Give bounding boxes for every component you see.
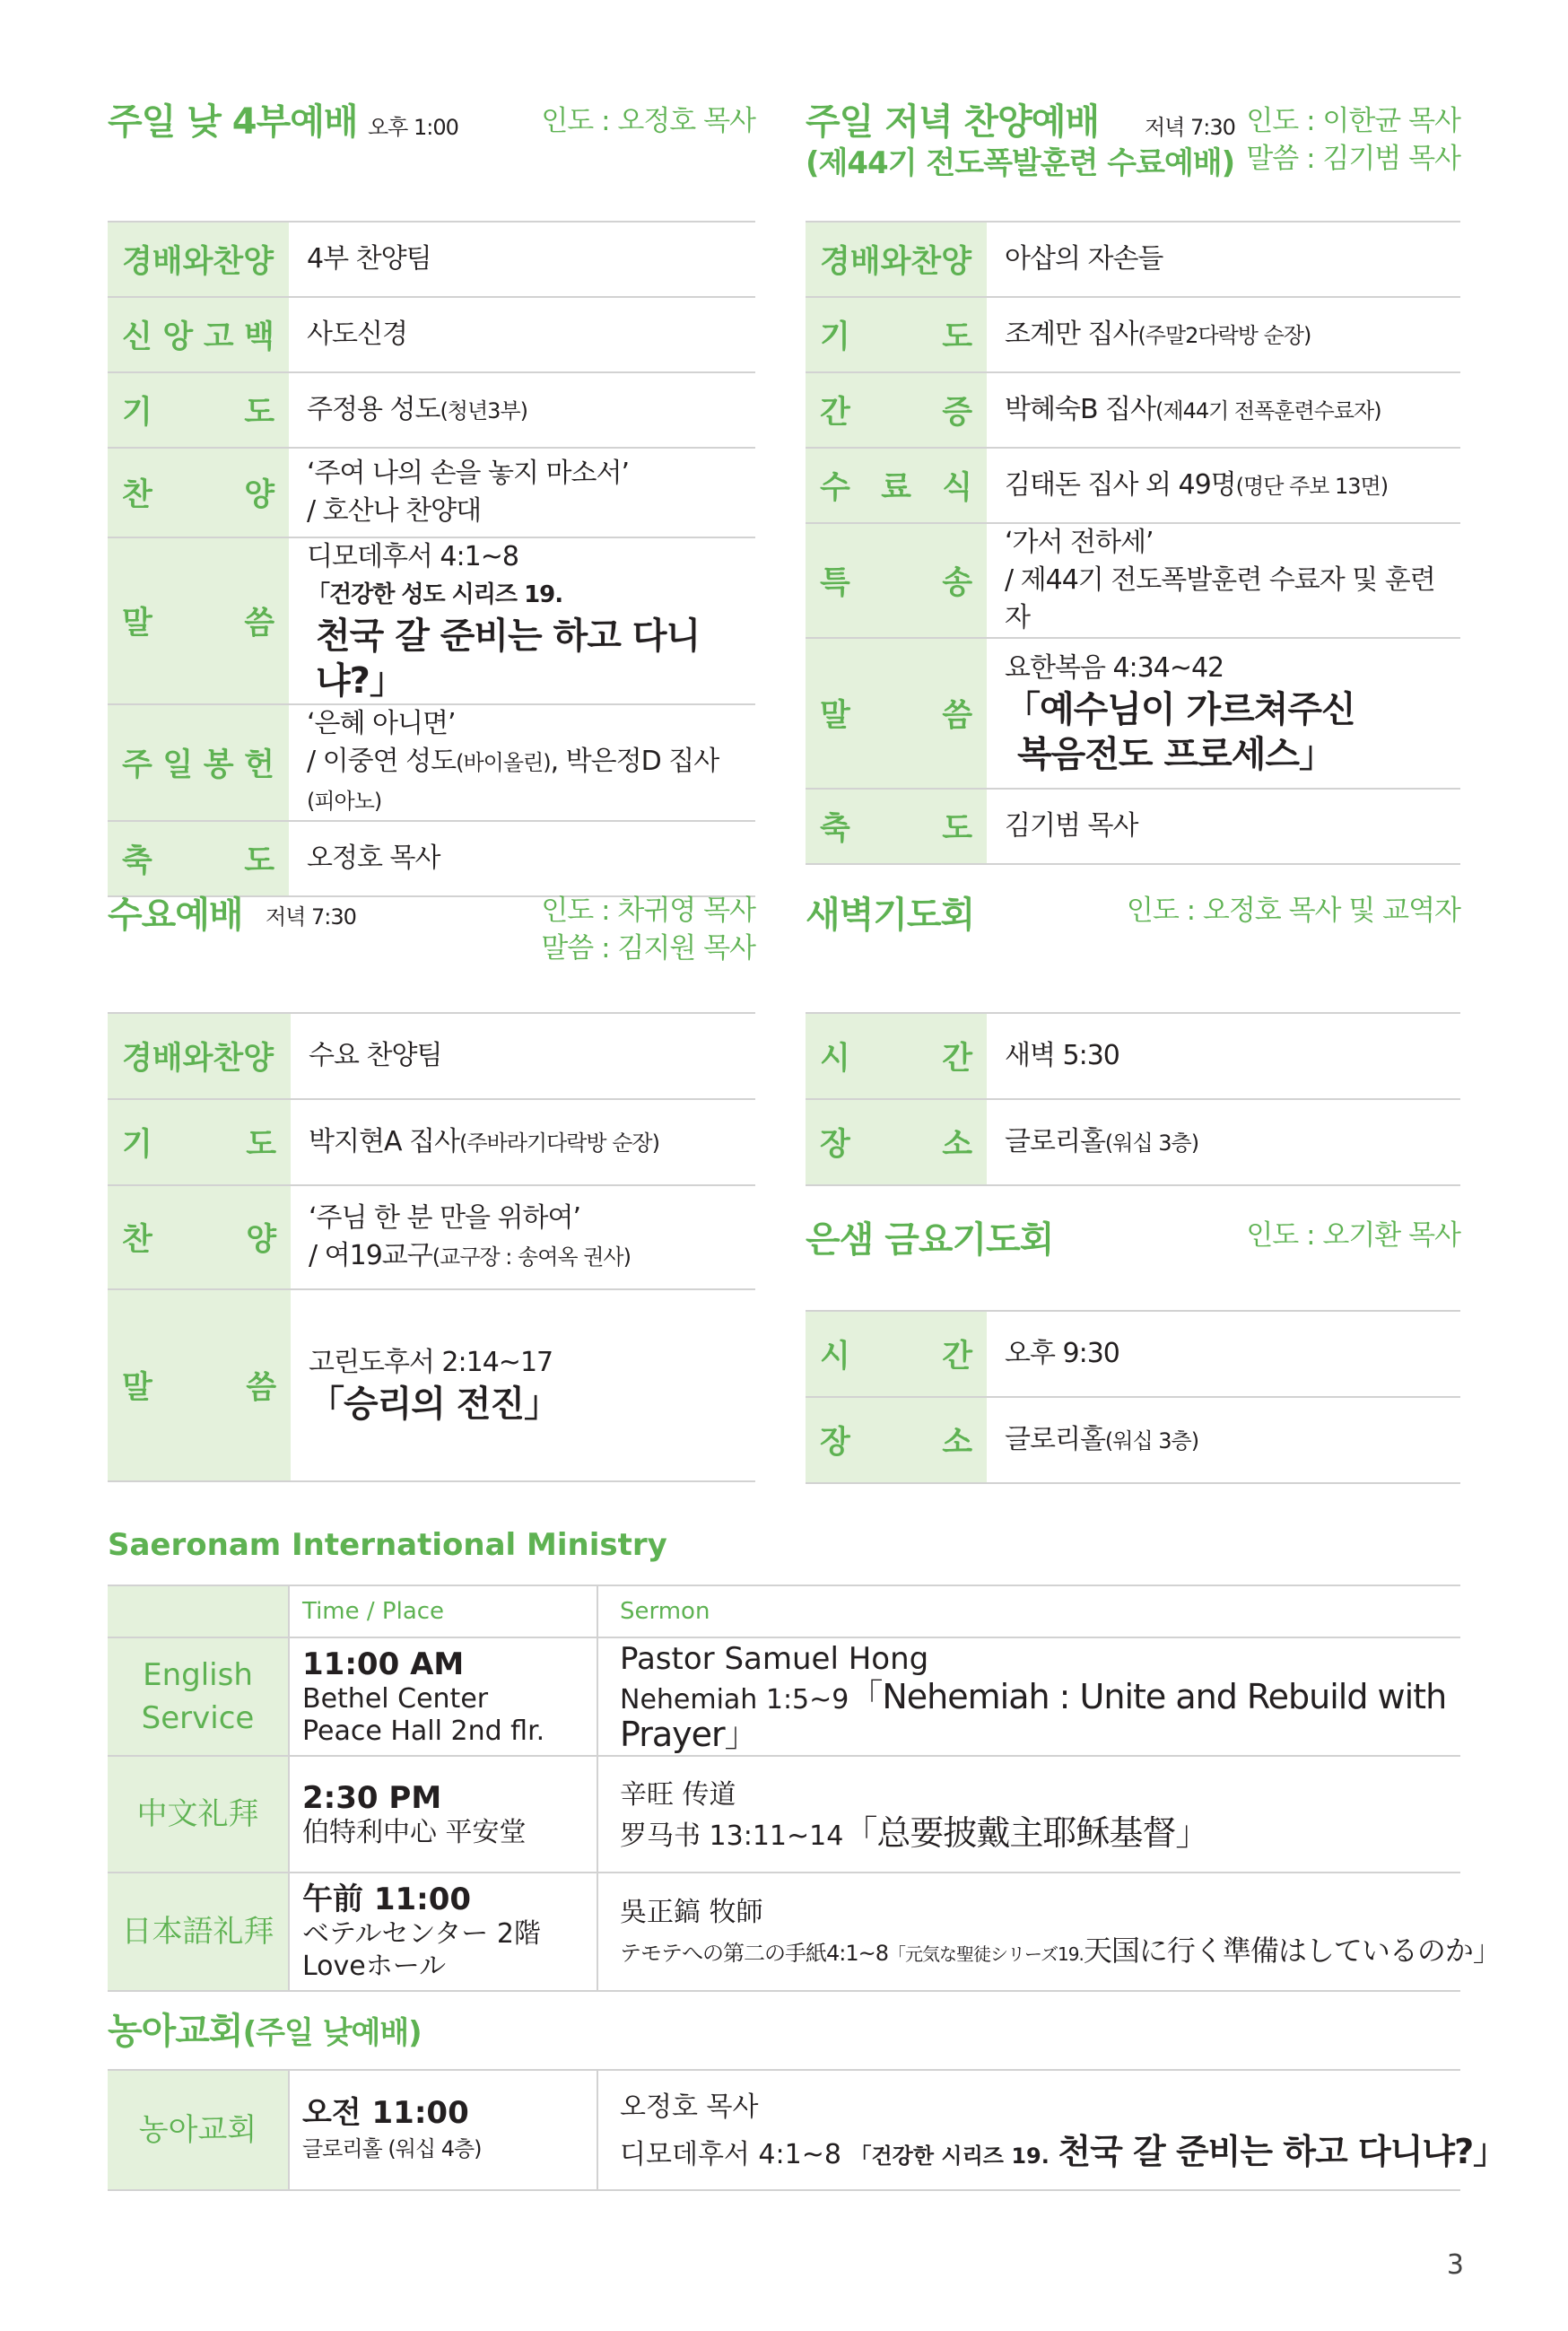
international-table — [108, 1585, 1501, 1992]
row-value: 김기범 목사 — [987, 789, 1460, 864]
sermon-title: 복음전도 프로세스」 — [1017, 734, 1335, 775]
sermon-title: 「승리의 전진」 — [309, 1384, 560, 1425]
row-value: 주정용 성도(청년3부) — [289, 372, 755, 448]
sermon-cell — [597, 1756, 1460, 1873]
row-value: 김태돈 집사 외 49명(명단 주보 13면) — [987, 448, 1460, 523]
evening-leaders: 인도 : 이한균 목사 말씀 : 김기범 목사 — [1246, 105, 1460, 175]
row-value: 박지현A 집사(주바라기다락방 순장) — [291, 1099, 755, 1185]
scripture-ref: Nehemiah 1:5~9 — [620, 1684, 849, 1716]
row-label: 말 씀 — [806, 638, 987, 789]
wednesday-time: 저녁 7:30 — [266, 904, 356, 930]
row-value: 글로리홀(워십 3층) — [987, 1099, 1460, 1185]
row-label: 축 도 — [806, 789, 987, 864]
row-label: 시 간 — [806, 1013, 987, 1099]
row-value: 조계만 집사(주말2다락방 순장) — [987, 297, 1460, 372]
page-number: 3 — [1446, 2249, 1464, 2281]
sermon-title: 천국 갈 준비는 하고 다니냐?」 — [1058, 2132, 1507, 2171]
row-value: 아삽의 자손들 — [987, 222, 1460, 297]
row-label: 장 소 — [806, 1397, 987, 1483]
sermon-cell — [597, 1873, 1501, 1991]
scripture-ref: 고린도후서 2:14~17 — [309, 1347, 553, 1378]
scripture-ref: 디모데후서 4:1~8 — [307, 541, 518, 572]
row-label: 간 증 — [806, 372, 987, 448]
deaf-table — [108, 2069, 1507, 2191]
time-place-cell: 11:00 AM Bethel Center Peace Hall 2nd flr. — [289, 1637, 597, 1756]
row-value: 4부 찬양팀 — [289, 222, 755, 297]
row-label: 찬 양 — [108, 448, 289, 537]
deaf-title: 농아교회 — [108, 2011, 243, 2052]
row-label: 주 일 봉 헌 — [108, 704, 289, 821]
scripture-ref: 디모데후서 4:1~8 — [620, 2139, 841, 2170]
row-value: 수요 찬양팀 — [291, 1013, 755, 1099]
sermon-series: 「건강한 시리즈 19. — [849, 2143, 1050, 2169]
dawn-table — [806, 1012, 1460, 1186]
row-value: 글로리홀(워십 3층) — [987, 1397, 1460, 1483]
row-label: 기 도 — [108, 1099, 291, 1185]
scripture-ref: 요한복음 4:34~42 — [1005, 652, 1224, 684]
sunday4-time: 오후 1:00 — [368, 115, 458, 140]
row-value: 박혜숙B 집사(제44기 전폭훈련수료자) — [987, 372, 1460, 448]
deaf-title-block — [108, 2010, 422, 2055]
sermon-title: 天国に行く準備はしているのか」 — [1083, 1934, 1501, 1968]
row-value: 새벽 5:30 — [987, 1013, 1460, 1099]
row-label: 축 도 — [108, 821, 289, 896]
sermon-series: 「元気な聖徒シリーズ19. — [888, 1943, 1084, 1965]
chinese-service-label: 中文礼拜 — [108, 1756, 289, 1873]
international-title: Saeronam International Ministry — [108, 1527, 667, 1563]
header-sermon: Sermon — [597, 1585, 1460, 1637]
sermon-title: 「总要披戴主耶稣基督」 — [843, 1813, 1209, 1853]
row-label: 말 씀 — [108, 1289, 291, 1481]
row-label: 특 송 — [806, 523, 987, 638]
sunday4-table — [108, 221, 755, 897]
evening-table — [806, 221, 1460, 865]
sermon-title: 「예수님이 가르쳐주신 — [1005, 689, 1355, 730]
time-place-cell: 2:30 PM 伯特利中心 平安堂 — [289, 1756, 597, 1873]
friday-title: 은샘 금요기도회 — [806, 1219, 1054, 1261]
row-value: ‘주님 한 분 만을 위하여’ / 여19교구(교구장 : 송여옥 권사) — [291, 1185, 755, 1289]
preacher: Pastor Samuel Hong — [620, 1641, 929, 1677]
row-value: ‘가서 전하세’ / 제44기 전도폭발훈련 수료자 및 훈련자 — [987, 523, 1460, 638]
sunday4-title: 주일 낮 4부예배 — [108, 101, 358, 143]
row-value: 오후 9:30 — [987, 1311, 1460, 1397]
scripture-ref: 罗马书 13:11~14 — [620, 1820, 844, 1852]
time-place-cell: 오전 11:00 글로리홀 (워십 4층) — [289, 2070, 597, 2190]
row-label: 수 료 식 — [806, 448, 987, 523]
deaf-title-paren: (주일 낮예배) — [242, 2015, 422, 2051]
row-label: 경배와찬양 — [108, 1013, 291, 1099]
sermon-cell — [289, 537, 755, 704]
preacher: 辛旺 传道 — [620, 1779, 736, 1811]
row-label: 장 소 — [806, 1099, 987, 1185]
row-label: 기 도 — [108, 372, 289, 448]
row-value: 사도신경 — [289, 297, 755, 372]
row-label: 신 앙 고 백 — [108, 297, 289, 372]
wednesday-leaders: 인도 : 차귀영 목사 말씀 : 김지원 목사 — [541, 895, 755, 965]
row-label: 기 도 — [806, 297, 987, 372]
evening-title: 주일 저녁 찬양예배 — [806, 101, 1099, 143]
row-value: ‘주여 나의 손을 놓지 마소서’ / 호산나 찬양대 — [289, 448, 755, 537]
deaf-label: 농아교회 — [108, 2070, 289, 2190]
row-value: ‘은혜 아니면’ / 이중연 성도(바이올린), 박은정D 집사(피아노) — [289, 704, 755, 821]
row-value: 오정호 목사 — [289, 821, 755, 896]
friday-leader: 인도 : 오기환 목사 — [1246, 1219, 1460, 1252]
preacher: 吳正鎬 牧師 — [620, 1897, 763, 1928]
sermon-cell — [291, 1289, 755, 1481]
row-label: 말 씀 — [108, 537, 289, 704]
friday-table — [806, 1310, 1460, 1484]
header-blank — [108, 1585, 289, 1637]
wednesday-title: 수요예배 — [108, 895, 243, 936]
japanese-service-label: 日本語礼拜 — [108, 1873, 289, 1991]
time-place-cell: 午前 11:00 ベテルセンター 2階 Loveホール — [289, 1873, 597, 1991]
preacher: 오정호 목사 — [620, 2091, 759, 2123]
dawn-title: 새벽기도회 — [806, 895, 975, 936]
sermon-title: 「Nehemiah : Unite and Rebuild with Prayer」 — [620, 1677, 1447, 1754]
sunday4-leader: 인도 : 오정호 목사 — [541, 105, 755, 137]
row-label: 경배와찬양 — [108, 222, 289, 297]
row-label: 시 간 — [806, 1311, 987, 1397]
evening-time: 저녁 7:30 — [1145, 115, 1235, 140]
wednesday-table — [108, 1012, 755, 1482]
evening-subtitle: (제44기 전도폭발훈련 수료예배) — [806, 145, 1235, 181]
sermon-cell — [987, 638, 1460, 789]
sermon-cell — [597, 2070, 1507, 2190]
sermon-cell — [597, 1637, 1460, 1756]
sermon-series: 「건강한 성도 시리즈 19. — [307, 581, 563, 608]
sermon-title: 천국 갈 준비는 하고 다니냐?」 — [316, 615, 701, 702]
english-service-label: English Service — [108, 1637, 289, 1756]
header-time-place: Time / Place — [289, 1585, 597, 1637]
row-label: 경배와찬양 — [806, 222, 987, 297]
scripture-ref: テモテへの第二の手紙4:1~8 — [620, 1941, 889, 1966]
row-label: 찬 양 — [108, 1185, 291, 1289]
dawn-leader: 인도 : 오정호 목사 및 교역자 — [1126, 895, 1460, 927]
